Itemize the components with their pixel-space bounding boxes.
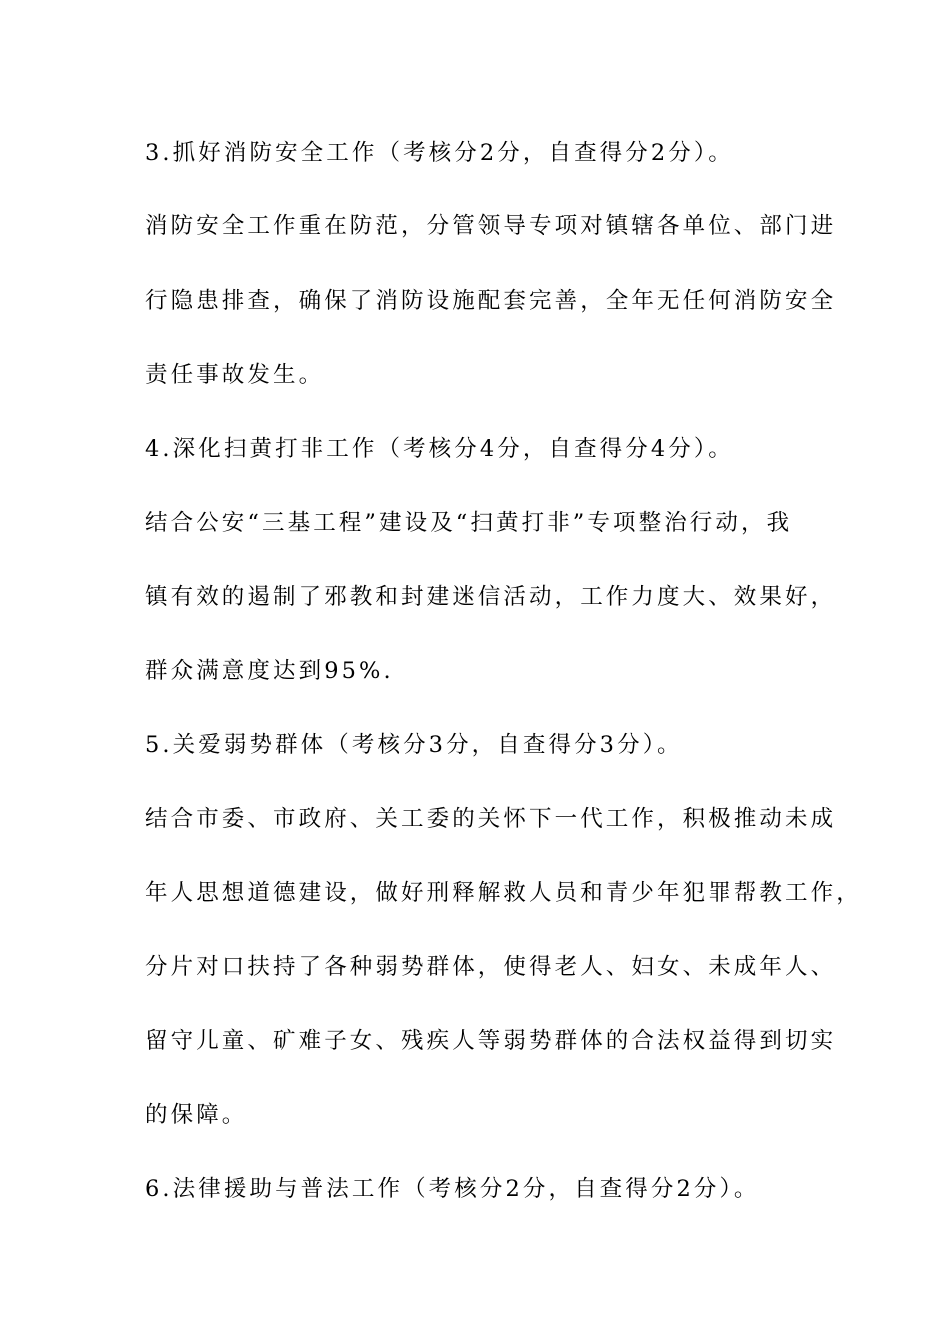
paragraph-line: 留守儿童、矿难子女、残疾人等弱势群体的合法权益得到切实 — [145, 1028, 837, 1054]
paragraph-line: 镇有效的遏制了邪教和封建迷信活动，工作力度大、效果好， — [145, 584, 837, 610]
paragraph-line: 的保障。 — [145, 1102, 248, 1128]
heading-vulnerable-groups: 5.关爱弱势群体（考核分3分，自查得分3分）。 — [145, 732, 683, 758]
paragraph-line: 行隐患排查，确保了消防设施配套完善，全年无任何消防安全 — [145, 288, 837, 314]
paragraph-line: 结合市委、市政府、关工委的关怀下一代工作，积极推动未成 — [145, 806, 837, 832]
paragraph-line: 消防安全工作重在防范，分管领导专项对镇辖各单位、部门进 — [145, 213, 837, 239]
heading-anti-pornography: 4.深化扫黄打非工作（考核分4分，自查得分4分）。 — [145, 436, 734, 462]
paragraph-line: 群众满意度达到95%. — [145, 658, 394, 684]
heading-legal-aid: 6.法律援助与普法工作（考核分2分，自查得分2分）。 — [145, 1176, 760, 1202]
paragraph-line: 结合公安“三基工程”建设及“扫黄打非”专项整治行动，我 — [145, 510, 793, 536]
paragraph-line: 年人思想道德建设，做好刑释解救人员和青少年犯罪帮教工作， — [145, 880, 862, 906]
paragraph-line: 责任事故发生。 — [145, 362, 325, 388]
heading-fire-safety: 3.抓好消防安全工作（考核分2分，自查得分2分）。 — [145, 140, 734, 166]
paragraph-line: 分片对口扶持了各种弱势群体，使得老人、妇女、未成年人、 — [145, 954, 837, 980]
